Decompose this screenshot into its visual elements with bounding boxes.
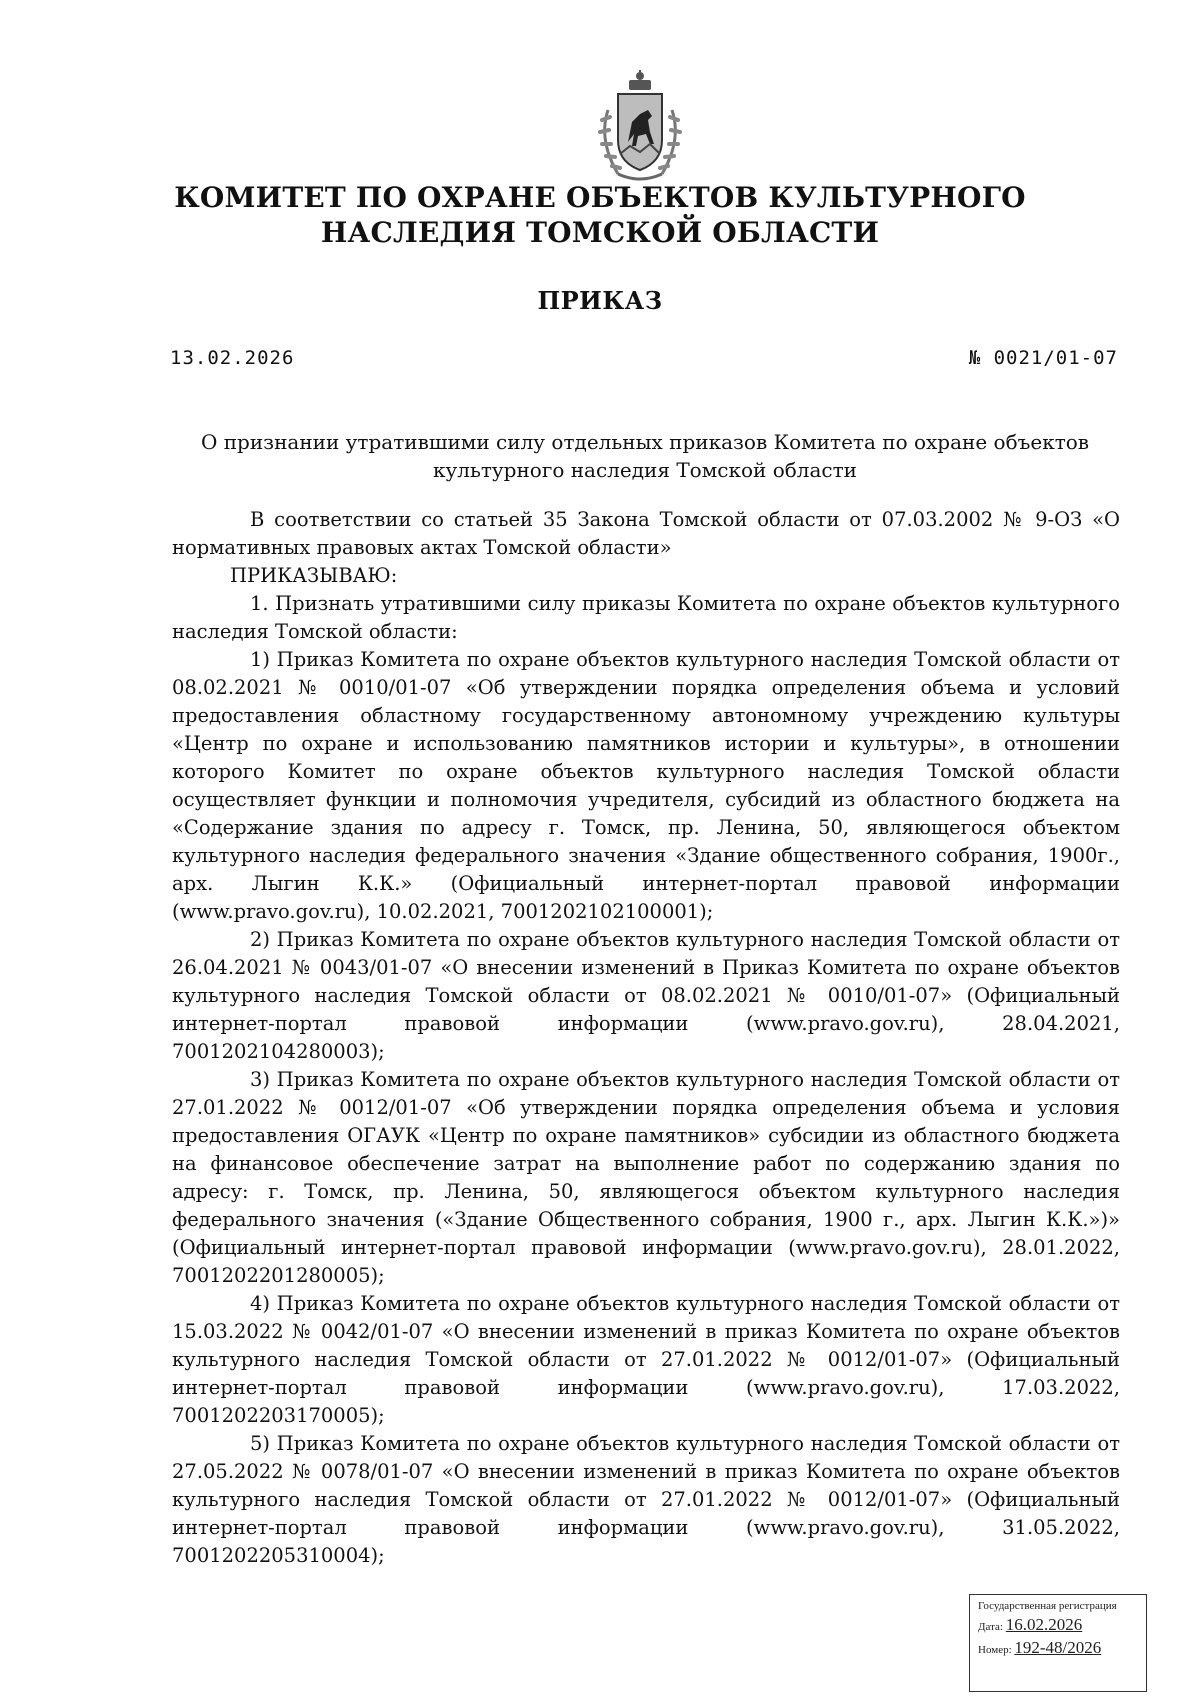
document-date: 13.02.2026 bbox=[170, 347, 295, 369]
subject-line1: О признании утратившими силу отдельных приказов Комитета по охране объектов bbox=[200, 430, 1090, 454]
document-subject bbox=[170, 428, 1120, 484]
registration-date-value: 16.02.2026 bbox=[1005, 1615, 1083, 1634]
registration-number-row bbox=[978, 1638, 1138, 1658]
document-type: ПРИКАЗ bbox=[537, 286, 663, 315]
document-number: № 0021/01-07 bbox=[968, 347, 1118, 369]
tomsk-region-coat-of-arms-icon bbox=[588, 70, 692, 186]
order-word: ПРИКАЗЫВАЮ: bbox=[230, 564, 398, 587]
item-1-paragraph: 1. Признать утратившими силу приказы Комитета по охране объектов культурного наследия Томской области: bbox=[172, 592, 1120, 643]
registration-number-label: Номер: bbox=[978, 1644, 1012, 1656]
sub-item-1-paragraph: 1) Приказ Комитета по охране объектов культурного наследия Томской области от 08.02.2021 № 0010/01-07 «Об утверждении порядка определения объема и условий предоставления областному государственному автономному учреждению культуры «Центр по охране и использованию памятников истории и культуры», в отношении которого Комитет по охране объектов культурного наследия Томской области осуществляет функции и полномочия учредителя, субсидий из областного бюджета на «Содержание здания по адресу г. Томск, пр. Ленина, 50, являющегося объектом культурного наследия федерального значения «Здание общественного собрания, 1900г., арх. Лыгин К.К.» (Официальный интернет-портал правовой информации (www.pravo.gov.ru), 10.02.2021, 7001202102100001); bbox=[172, 648, 1120, 923]
organization-title-line2: НАСЛЕДИЯ ТОМСКОЙ ОБЛАСТИ bbox=[320, 216, 880, 249]
registration-stamp-title: Государственная регистрация bbox=[978, 1600, 1117, 1612]
sub-item-4-paragraph: 4) Приказ Комитета по охране объектов культурного наследия Томской области от 15.03.2022 № 0042/01-07 «О внесении изменений в приказ Комитета по охране объектов культурного наследия Томской области от 27.01.2022 № 0012/01-07» (Официальный интернет-портал правовой информации (www.pravo.gov.ru), 17.03.2022, 7001202203170005); bbox=[172, 1292, 1120, 1427]
registration-date-row bbox=[978, 1615, 1138, 1635]
sub-item-5-paragraph: 5) Приказ Комитета по охране объектов культурного наследия Томской области от 27.05.2022 № 0078/01-07 «О внесении изменений в приказ Комитета по охране объектов культурного наследия Томской области от 27.01.2022 № 0012/01-07» (Официальный интернет-портал правовой информации (www.pravo.gov.ru), 31.05.2022, 7001202205310004); bbox=[172, 1432, 1120, 1567]
organization-title bbox=[150, 180, 1050, 250]
organization-title-line1: КОМИТЕТ ПО ОХРАНЕ ОБЪЕКТОВ КУЛЬТУРНОГО bbox=[174, 181, 1026, 214]
subject-line2: культурного наследия Томской области bbox=[432, 458, 858, 482]
sub-item-3-paragraph: 3) Приказ Комитета по охране объектов культурного наследия Томской области от 27.01.2022 № 0012/01-07 «Об утверждении порядка определения объема и условия предоставления ОГАУК «Центр по охране памятников» субсидии из областного бюджета на финансовое обеспечение затрат на выполнение работ по содержанию здания по адресу: г. Томск, пр. Ленина, 50, являющегося объектом культурного наследия федерального значения («Здание Общественного собрания, 1900 г., арх. Лыгин К.К.»)» (Официальный интернет-портал правовой информации (www.pravo.gov.ru), 28.01.2022, 7001202201280005); bbox=[172, 1068, 1120, 1287]
preamble-paragraph: В соответствии со статьей 35 Закона Томской области от 07.03.2002 № 9-ОЗ «О нормативных правовых актах Томской области» bbox=[172, 508, 1120, 559]
registration-number-value: 192-48/2026 bbox=[1014, 1638, 1102, 1657]
document-body bbox=[172, 506, 1120, 1570]
registration-date-label: Дата: bbox=[978, 1621, 1003, 1633]
sub-item-2-paragraph: 2) Приказ Комитета по охране объектов культурного наследия Томской области от 26.04.2021 № 0043/01-07 «О внесении изменений в Приказ Комитета по охране объектов культурного наследия Томской области от 08.02.2021 № 0010/01-07» (Официальный интернет-портал правовой информации (www.pravo.gov.ru), 28.04.2021, 7001202104280003); bbox=[172, 928, 1120, 1063]
registration-stamp bbox=[969, 1594, 1147, 1692]
